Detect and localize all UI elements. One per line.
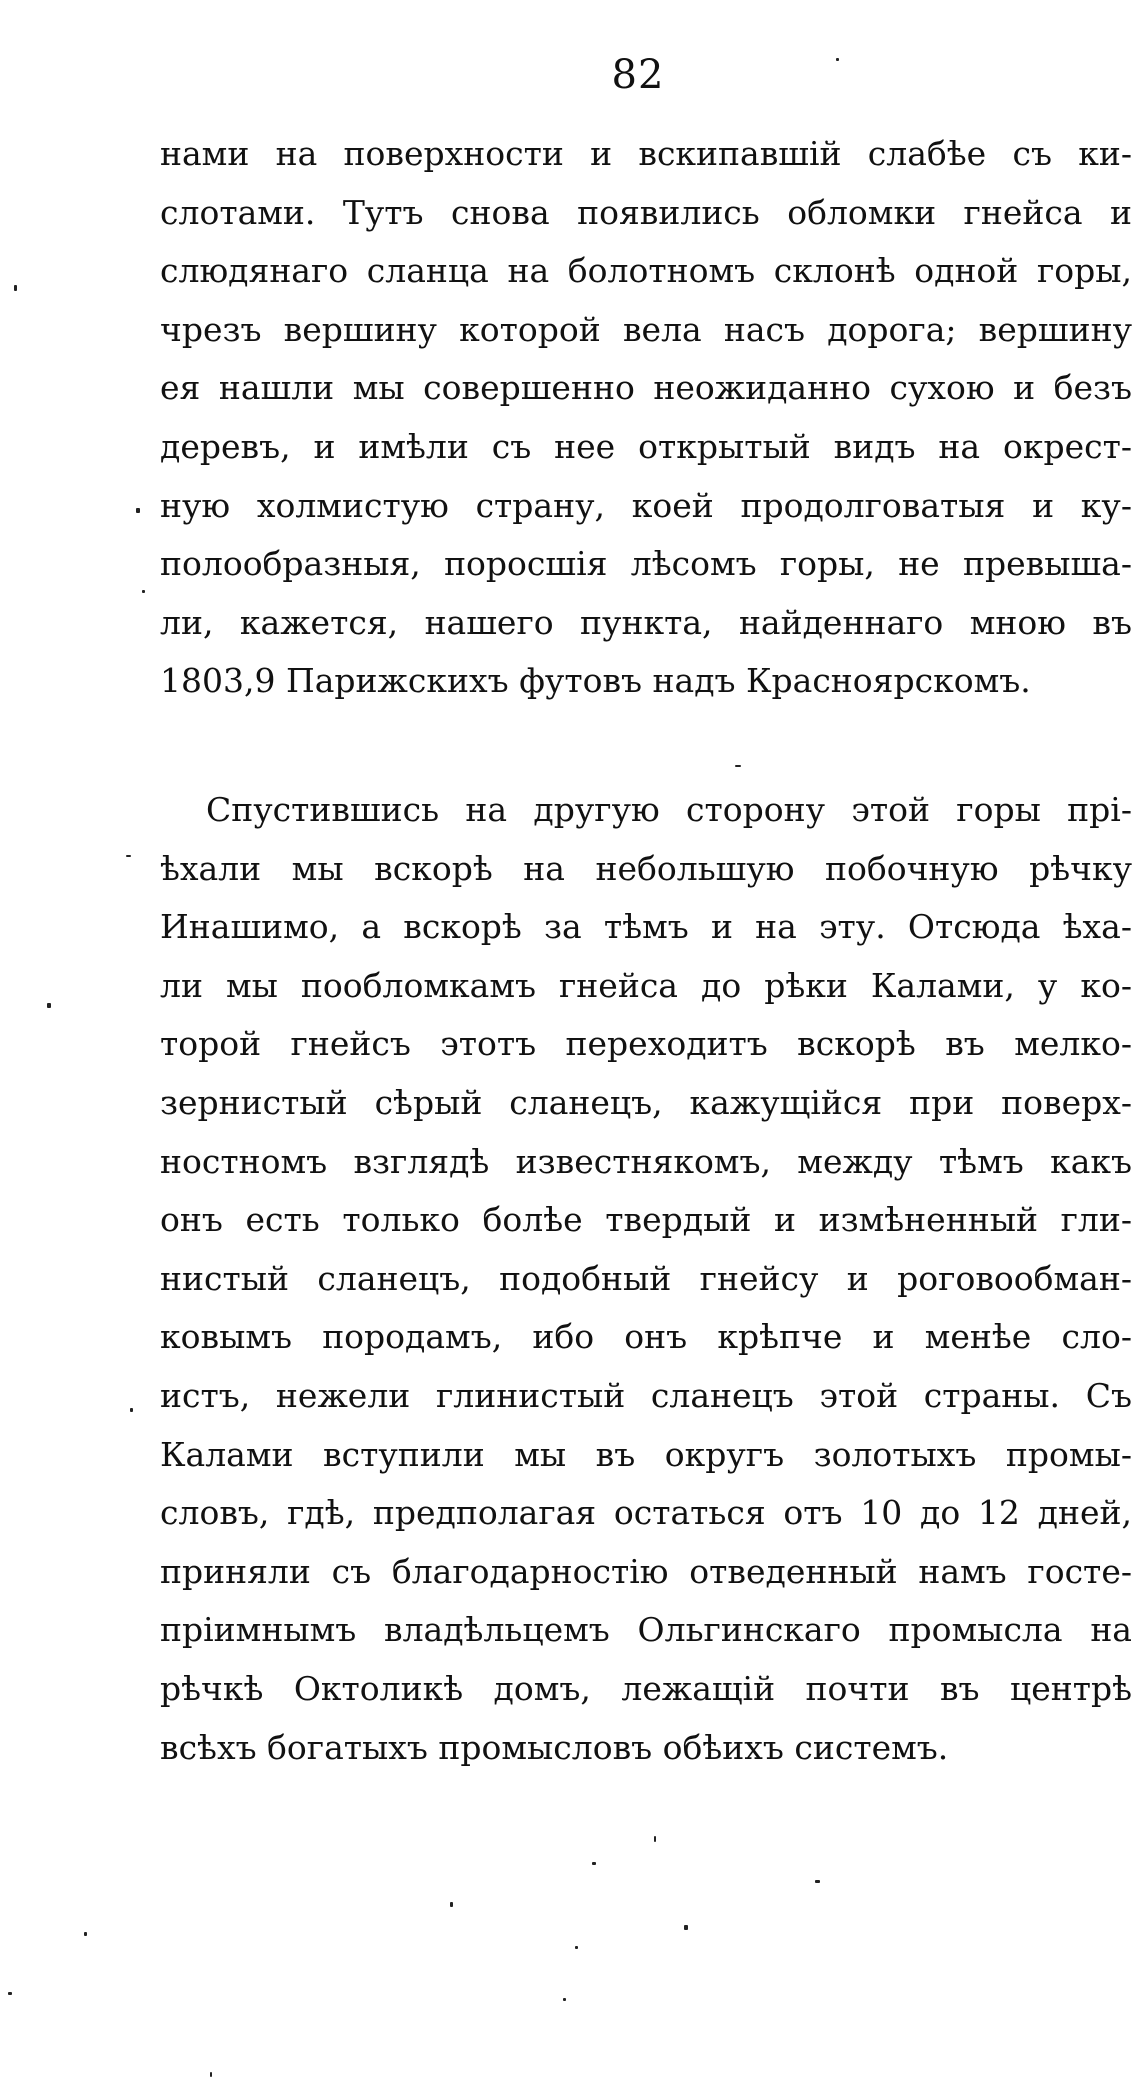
text-line: ѣхали мы вскорѣ на небольшую побочную рѣчку (160, 848, 1132, 888)
scan-speck (142, 590, 145, 593)
text-line: истъ, нежели глинистый сланецъ этой страны. Съ (160, 1375, 1132, 1415)
scan-speck (47, 1003, 51, 1008)
scan-speck (592, 1862, 596, 1865)
scan-speck (836, 58, 839, 61)
paragraph-2 (160, 781, 1132, 1777)
text-line: слотами. Тутъ снова появились обломки гнейса и (160, 192, 1132, 232)
text-line: Спустившись на другую сторону этой горы прі- (206, 790, 1132, 829)
scan-speck (136, 508, 140, 513)
scan-speck (130, 1408, 133, 1412)
text-line: деревъ, и имѣли съ нее открытый видъ на окрест- (160, 426, 1132, 466)
scan-speck (210, 2072, 212, 2077)
text-line: чрезъ вершину которой вела насъ дорога; вершину (160, 309, 1132, 349)
text-line: ностномъ взглядѣ известнякомъ, между тѣмъ какъ (160, 1141, 1132, 1181)
text-line: полообразныя, поросшія лѣсомъ горы, не превыша- (160, 544, 1132, 584)
scan-speck (815, 1880, 820, 1883)
text-line: ковымъ породамъ, ибо онъ крѣпче и менѣе сло- (160, 1317, 1132, 1357)
text-line: слюдянаго сланца на болотномъ склонѣ одной горы, (160, 251, 1132, 291)
scan-speck (735, 765, 741, 767)
scan-speck (84, 1932, 87, 1936)
text-line: 1803,9 Парижскихъ футовъ надъ Красноярскомъ. (160, 661, 1031, 701)
text-line: Инашимо, а вскорѣ за тѣмъ и на эту. Отсюда ѣха- (160, 907, 1132, 947)
scan-speck (684, 1925, 688, 1930)
text-line: нистый сланецъ, подобный гнейсу и роговообман- (160, 1258, 1132, 1298)
text-line: ную холмистую страну, коей продолговатыя и ку- (160, 485, 1132, 525)
text-line: онъ есть только болѣе твердый и измѣненный гли- (160, 1200, 1132, 1240)
scan-speck (126, 855, 131, 857)
scan-speck (14, 285, 17, 291)
text-line: ли мы пообломкамъ гнейса до рѣки Калами, у ко- (160, 965, 1132, 1005)
page-number: 82 (611, 52, 665, 98)
text-line: пріимнымъ владѣльцемъ Ольгинскаго промысла на (160, 1610, 1132, 1650)
text-line: всѣхъ богатыхъ промысловъ обѣихъ системъ. (160, 1727, 949, 1767)
text-line: Калами вступили мы въ округъ золотыхъ промы- (160, 1434, 1132, 1474)
text-line: приняли съ благодарностію отведенный намъ госте- (160, 1551, 1132, 1591)
scan-speck (654, 1836, 656, 1842)
text-line: зернистый сѣрый сланецъ, кажущійся при поверх- (160, 1082, 1132, 1122)
text-line: рѣчкѣ Октоликѣ домъ, лежащій почти въ центрѣ (160, 1668, 1132, 1708)
scan-speck (575, 1946, 578, 1949)
scan-speck (450, 1902, 453, 1907)
text-line: торой гнейсъ этотъ переходитъ вскорѣ въ мелко- (160, 1024, 1132, 1064)
text-line: словъ, гдѣ, предполагая остаться отъ 10 до 12 дней, (160, 1493, 1132, 1533)
text-line: нами на поверхности и вскипавшій слабѣе съ ки- (160, 134, 1132, 173)
text-line: ли, кажется, нашего пункта, найденнаго мною въ (160, 602, 1132, 642)
text-line: ея нашли мы совершенно неожиданно сухою и безъ (160, 368, 1132, 408)
paragraph-1 (160, 125, 1132, 711)
scan-speck (563, 1998, 566, 2001)
scan-speck (8, 1992, 12, 1995)
